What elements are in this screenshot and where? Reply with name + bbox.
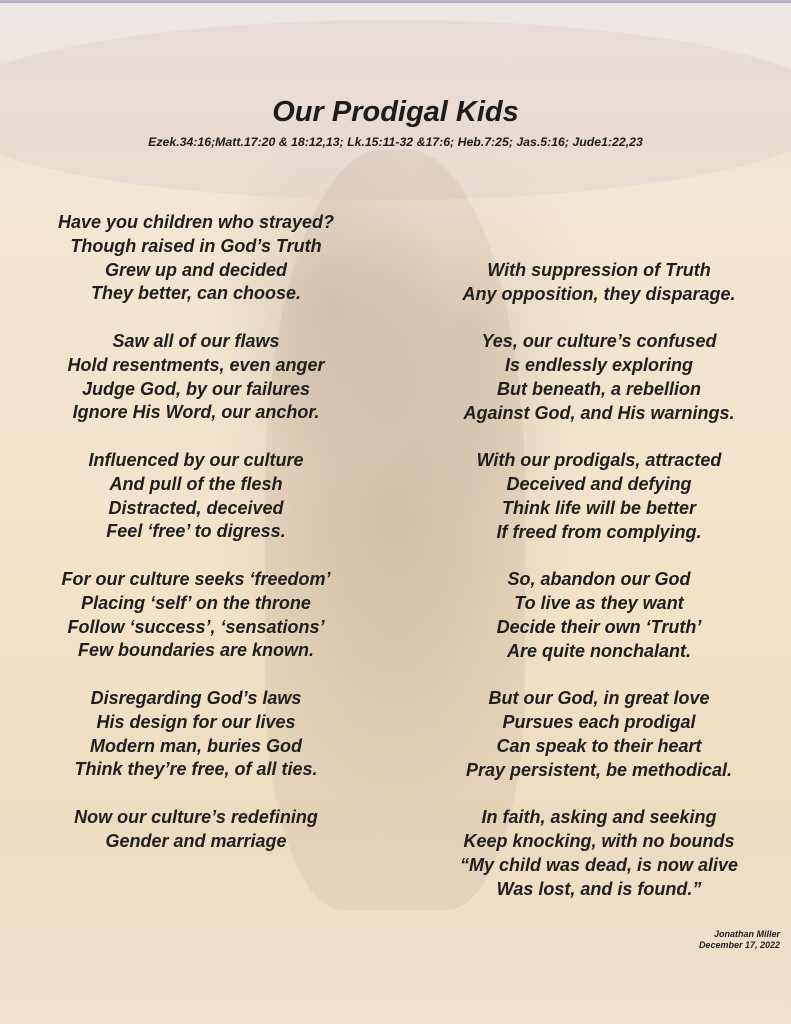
poem-line: Deceived and defying [506,474,692,495]
signature-block [699,929,780,951]
poem-line: Though raised in God’s Truth [70,235,322,256]
poem-line: Modern man, buries God [89,735,303,756]
author-name: Jonathan Miller [713,929,780,939]
poem-line: Influenced by our culture [88,449,304,470]
poem-line: To live as they want [514,593,684,614]
poem-line: Saw all of our flaws [112,330,280,351]
poem-line: In faith, asking and seeking [481,807,717,828]
poem-line: Grew up and decided [104,259,288,280]
poem-line: Gender and marriage [105,830,287,851]
poem-line: Against God, and His warnings. [463,402,735,423]
poem-line: Think they’re free, of all ties. [74,759,318,780]
poem-line: They better, can choose. [90,283,302,304]
poem-line: Yes, our culture’s confused [481,331,717,352]
poem-line: Placing ‘self’ on the throne [81,592,311,613]
poem-line: Ignore His Word, our anchor. [72,402,320,423]
poem-line: Pray persistent, be methodical. [465,759,733,780]
poem-line: Hold resentments, even anger [67,354,325,375]
poem-right-column [420,259,778,902]
poem-line: Pursues each prodigal [502,712,696,733]
poem-line: Is endlessly exploring [504,355,694,376]
stanza [420,687,778,782]
poem-line: Decide their own ‘Truth’ [496,616,702,637]
stanza [420,259,778,307]
poem-line: Any opposition, they disparage. [462,283,736,304]
poem-line: “My child was dead, is now alive [459,854,739,875]
poem-title: Our Prodigal Kids [272,96,519,128]
poem-date: December 17, 2022 [698,940,780,950]
poem-line: With our prodigals, attracted [476,450,722,471]
poem-line: Was lost, and is found.” [496,878,702,899]
poem-line: Judge God, by our failures [81,378,311,399]
poem-line: If freed from complying. [496,521,702,542]
poem-line: Keep knocking, with no bounds [463,831,735,852]
poem-line: With suppression of Truth [487,260,711,280]
poem-line: Few boundaries are known. [77,640,315,661]
poem-line: Are quite nonchalant. [506,640,692,661]
stanza [420,330,778,425]
stanza [20,211,372,306]
stanza [420,449,778,544]
poem-line: And pull of the flesh [109,473,283,494]
stanza [420,568,778,663]
stanza [20,568,372,663]
poem-line: Distracted, deceived [108,497,284,518]
poem-line: So, abandon our God [507,569,691,590]
poem-line: Have you children who strayed? [57,212,335,232]
stanza [420,806,778,901]
poem-line: For our culture seeks ‘freedom’ [61,568,331,589]
stanza [20,449,372,544]
stanza [20,806,372,854]
poem-line: Feel ‘free’ to digress. [106,521,286,542]
poem-line: But beneath, a rebellion [496,378,702,399]
scripture-references: Ezek.34:16;Matt.17:20 & 18:12,13; Lk.15:11-32 &17:6; Heb.7:25; Jas.5:16; Jude1:22,23 [148,135,643,149]
poem-line: Now our culture’s redefining [74,806,318,827]
poem-line: Think life will be better [501,497,697,518]
poem-line: But our God, in great love [488,688,710,709]
poem-line: Follow ‘success’, ‘sensations’ [67,616,325,637]
stanza [20,687,372,782]
poem-line: Can speak to their heart [496,735,702,756]
poem-line: His design for our lives [96,711,296,732]
stanza [20,330,372,425]
poem-line: Disregarding God’s laws [90,687,302,708]
poem-left-column [20,211,372,854]
top-border [0,0,791,3]
